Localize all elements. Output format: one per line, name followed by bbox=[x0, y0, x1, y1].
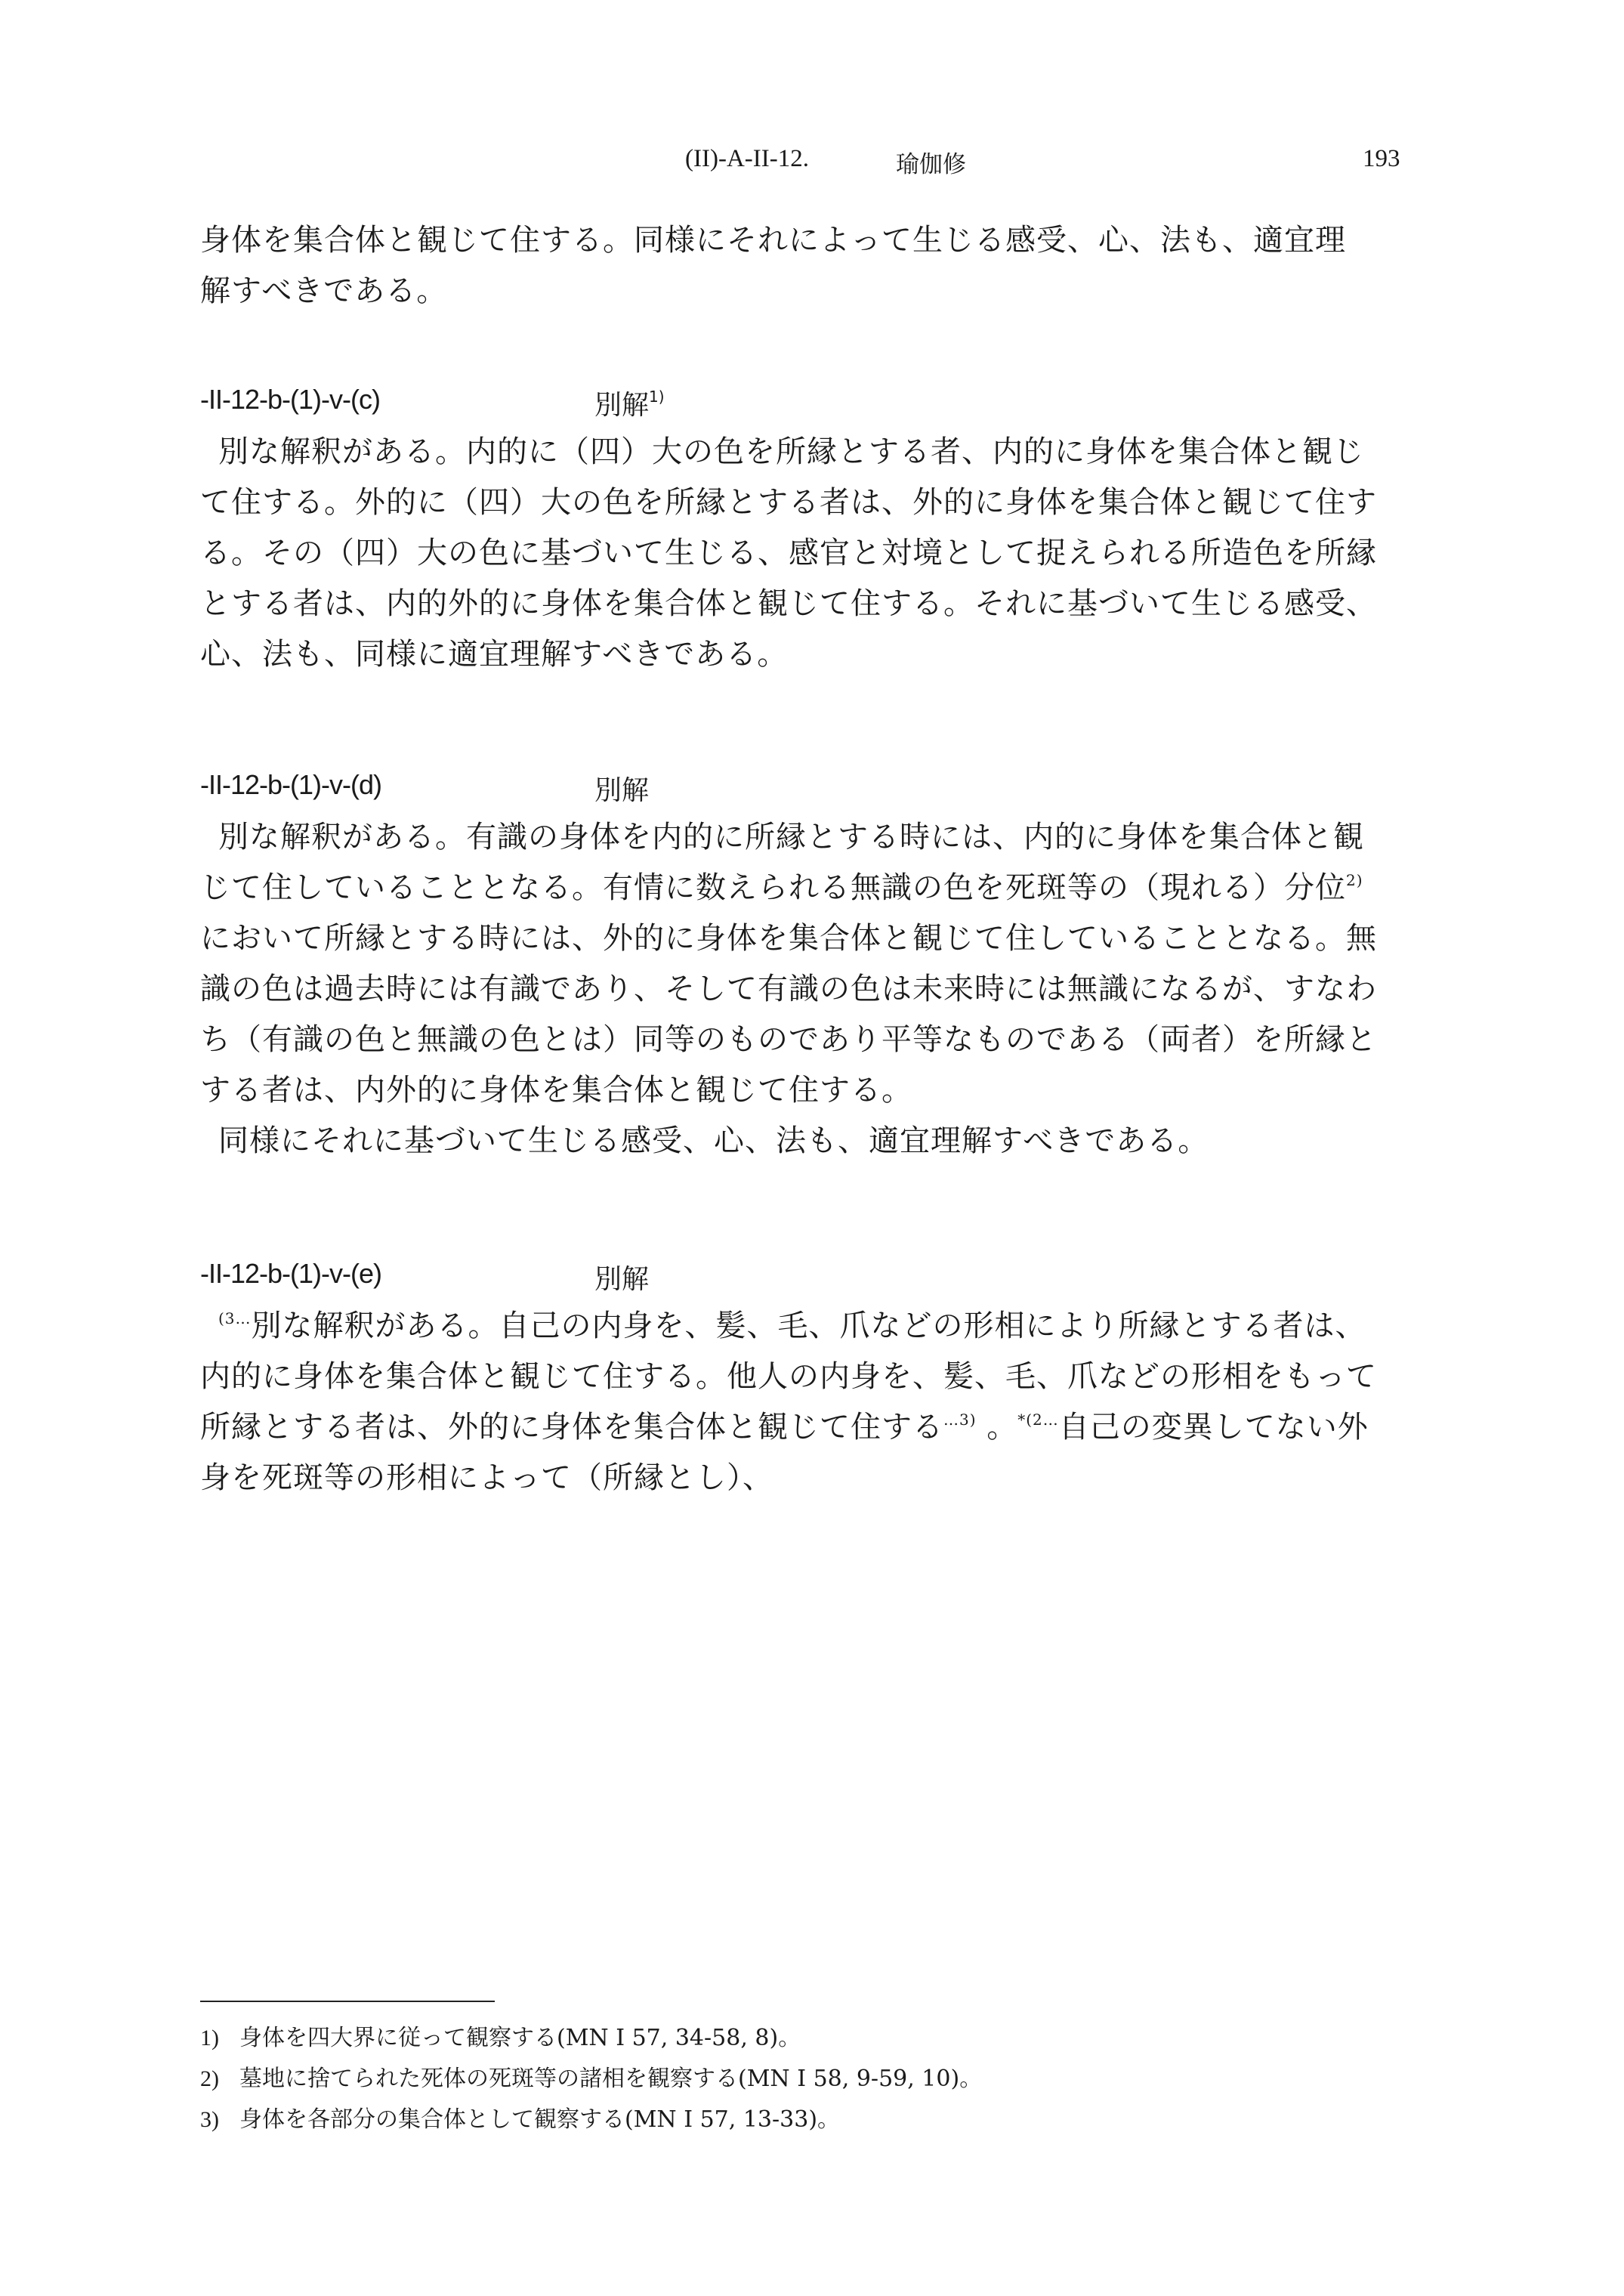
text-line: 身体を集合体と観じて住する。同様にそれによって生じる感受、心、法も、適宜理 bbox=[200, 223, 1346, 258]
section-id: -II-12-b-(1)-v-(e) bbox=[200, 1258, 381, 1289]
section-heading-d bbox=[200, 769, 1469, 807]
section-id: -II-12-b-(1)-v-(d) bbox=[200, 769, 381, 800]
footnote bbox=[200, 2019, 1469, 2060]
footnote-text: 身体を各部分の集合体として観察する(MN I 57, 13-33)。 bbox=[239, 2106, 841, 2133]
section-c-paragraph bbox=[200, 427, 1469, 680]
footnote-number: 1) bbox=[200, 2026, 219, 2050]
punctuation: 、 bbox=[743, 1460, 773, 1495]
text-line: 心、法も、同様に適宜理解すべきである。 bbox=[200, 637, 789, 672]
text-line-content: 所縁とする者は、外的に身体を集合体と観じて住する bbox=[200, 1410, 943, 1445]
section-title: 別解 bbox=[594, 1264, 650, 1295]
section-e-paragraph bbox=[200, 1301, 1469, 1503]
text-line: 識の色は過去時には有識であり、そして有識の色は未来時には無識になるが、すなわ bbox=[200, 972, 1377, 1006]
text-line: とする者は、内的外的に身体を集合体と観じて住する。それに基づいて生じる感受、 bbox=[200, 586, 1377, 621]
footnote-ref: 1) bbox=[649, 388, 665, 406]
footnote-number: 3) bbox=[200, 2107, 219, 2132]
footnote-text: 身体を四大界に従って観察する(MN I 57, 34-58, 8)。 bbox=[239, 2025, 801, 2051]
text-line: する者は、内外的に身体を集合体と観じて住する。 bbox=[200, 1073, 912, 1108]
text-line: る。その（四）大の色に基づいて生じる、感官と対境として捉えられる所造色を所縁 bbox=[200, 536, 1377, 570]
header-title: 瑜伽修 bbox=[896, 151, 966, 178]
footnote bbox=[200, 2100, 1469, 2141]
section-title bbox=[594, 384, 665, 422]
text-line-content: 身を死斑等の形相によって（所縁とし） bbox=[200, 1460, 743, 1495]
footnote-text: 墓地に捨てられた死体の死斑等の諸相を観察する(MN I 58, 9-59, 10)。 bbox=[239, 2066, 983, 2092]
text-line-content: じて住していることとなる。有情に数えられる無識の色を死斑等の（現れる）分位 bbox=[200, 870, 1346, 905]
punctuation: 。 bbox=[976, 1410, 1018, 1445]
section-title-text: 別解 bbox=[594, 390, 650, 421]
text-line: 解すべきである。 bbox=[200, 273, 448, 308]
header-section-number: (II)-A-II-12. bbox=[685, 145, 809, 172]
footnote-number: 2) bbox=[200, 2066, 219, 2091]
section-heading-e bbox=[200, 1258, 1469, 1296]
text-line: ち（有識の色と無識の色とは）同等のものであり平等なものである（両者）を所縁と bbox=[200, 1022, 1377, 1057]
footnote-range-close: …3) bbox=[943, 1411, 977, 1429]
text-line-content: 別な解釈がある。自己の内身を、髪、毛、爪などの形相により所縁とする者は、 bbox=[251, 1309, 1366, 1343]
intro-paragraph bbox=[200, 215, 1469, 317]
footnote-ref: 2) bbox=[1346, 871, 1363, 889]
text-line bbox=[200, 863, 1469, 913]
section-d-paragraph bbox=[200, 812, 1469, 1167]
text-line bbox=[200, 1402, 1469, 1453]
footnote bbox=[200, 2060, 1469, 2100]
footnote-divider bbox=[200, 2001, 495, 2002]
footnote-range-open: (3… bbox=[218, 1309, 252, 1327]
text-line bbox=[200, 1453, 1469, 1503]
section-title: 別解 bbox=[594, 775, 650, 806]
footnote-range-open: *(2… bbox=[1017, 1411, 1059, 1429]
text-line: て住する。外的に（四）大の色を所縁とする者は、外的に身体を集合体と観じて住す bbox=[200, 485, 1377, 520]
text-line bbox=[200, 1301, 1469, 1352]
section-id: -II-12-b-(1)-v-(c) bbox=[200, 384, 380, 415]
text-line: 別な解釈がある。内的に（四）大の色を所縁とする者、内的に身体を集合体と観じ bbox=[218, 434, 1364, 469]
text-line: 別な解釈がある。有識の身体を内的に所縁とする時には、内的に身体を集合体と観 bbox=[218, 820, 1364, 854]
text-line: において所縁とする時には、外的に身体を集合体と観じて住していることとなる。無 bbox=[200, 921, 1377, 956]
footnotes bbox=[200, 2019, 1469, 2141]
text-line: 同様にそれに基づいて生じる感受、心、法も、適宜理解すべきである。 bbox=[218, 1123, 1209, 1158]
running-header bbox=[0, 145, 1624, 183]
page-number: 193 bbox=[1363, 145, 1400, 172]
section-heading-c bbox=[200, 384, 1469, 422]
text-line-content: 自己の変異してない外 bbox=[1058, 1410, 1369, 1445]
text-line: 内的に身体を集合体と観じて住する。他人の内身を、髪、毛、爪などの形相をもって bbox=[200, 1359, 1377, 1394]
